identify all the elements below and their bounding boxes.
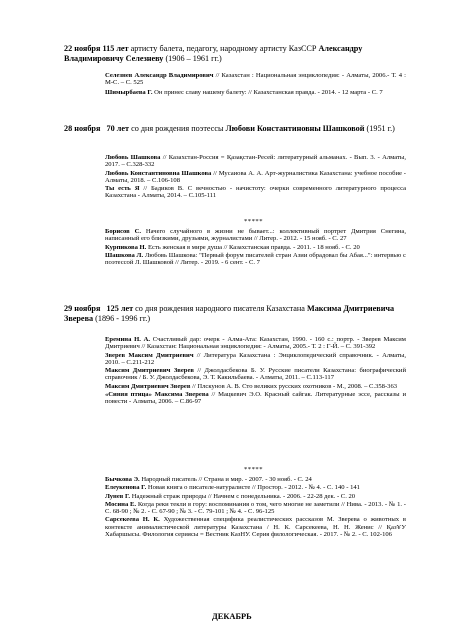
- description-1: артисту балета, педагогу, народному артисту КазССР: [128, 44, 319, 53]
- date-2: 28 ноября: [64, 124, 101, 133]
- bib-entry: Ты есть Я // Бадиков В. С вечностью - начистоту: очерки современного литературного процесса Казахстана - Алматы, 2014. – С.105-111: [105, 185, 407, 200]
- years-3: (1896 - 1996 гг.): [93, 313, 151, 323]
- bibliography-2: [105, 154, 406, 200]
- date-1: 22 ноября: [64, 44, 101, 53]
- bib-entry: Борисов С. Начего случайного в жизни не бывает...: коллективный портрет Дмитрия Снегина, написанный его близкими, друзьями, журналистами // Литер. - 2012. - 15 нояб. - С. 27: [105, 228, 406, 243]
- bib-entry: Шимырбаева Г. Он принес славу нашему балету: // Казахстанская правда. - 2014. - 12 марта - С. 7: [105, 88, 383, 96]
- bib-entry: Елеукенова Г. Новая книга о писателе-натуралисте // Простор. - 2012. - № 4. - С. 140 - 141: [105, 484, 360, 492]
- bib-entry: Бычкова Э. Народный писатель // Страна и мир. - 2007. - 30 нояб. - С. 24: [105, 476, 312, 483]
- anniversary-1: 115 лет: [102, 44, 129, 53]
- bib-entry: Любовь Шашкова // Казахстан-Россия = Қазақстан-Ресей: литературный альманах. - Вып. 3. - Алматы, 2017. – С.328-332: [105, 154, 406, 169]
- bibliography-2b: [105, 228, 406, 266]
- description-3: со дня рождения народного писателя Казахстана: [133, 304, 307, 313]
- date-heading-3: [64, 304, 406, 323]
- bibliography-3b: [105, 476, 406, 538]
- description-2: со дня рождения поэтессы: [129, 124, 226, 133]
- bib-entry: Максим Дмитриевич Зверев // Плскунов А. В. Сто великих русских охотников - М., 2008. – С.358-363: [105, 382, 398, 390]
- bib-entry: Селезнев Александр Владимирович // Казахстан : Национальная энциклопедия: - Алматы, 2006.- Т. 4 : М-С. – С. 525: [105, 72, 406, 87]
- bibliography-1: [105, 72, 406, 96]
- bib-entry: Сарсекеева Н. К. Художественная специфика реалистических рассказов М. Зверева о животных в контексте анималистической литературы Казахстана / Н. К. Сарсекеева, Н. Н. Женис // ҚазҰУ Хабаршысы. Филология сериясы = Вестник КазНУ. Серия филологическая. - 2017. - № 2. - С. 102-106: [105, 516, 406, 539]
- anniversary-2: 70 лет: [106, 124, 130, 133]
- bib-entry: Еремина Н. А. Счастливый дар: очерк - Алма-Ата: Казахстан, 1990. - 160 с.: портр. - Зверев Максим Дмитриевич // Казахстан: Национальная энциклопедия: - Алматы, 2005.- Т. 2 : Г-Й. – С. 391-392: [105, 336, 406, 351]
- date-3: 29 ноября: [64, 304, 101, 313]
- person-name-3: Максима Дмитриевича Зверева: [64, 304, 395, 323]
- separator-stars: *****: [244, 218, 263, 225]
- bib-entry: Лунев Г. Надежный страж природы // Начнем с понедельника. - 2006. - 22-28 дек. - С. 20: [105, 492, 356, 500]
- years-2: (1951 г.): [364, 124, 395, 133]
- bib-entry: Мосина Е. Когда реки текли в гору: воспоминания о том, чего многие не заметили // Нива. - 2013. - № 1. - С. 68-90 ; № 2. - С. 67-90 ; № 3. - С. 79-101 ; № 4. - С. 96-125: [105, 500, 406, 516]
- bib-entry: Курпикова Н. Есть женская в мире душа // Казахстанская правда. - 2011. - 18 нояб. - С. 20: [105, 243, 360, 251]
- anniversary-3: 125 лет: [106, 304, 134, 313]
- years-1: (1906 – 1961 гг.): [163, 53, 222, 63]
- bib-entry: «Синяя птица» Максима Зверева // Мацкевич Э.О. Красный сайгак. Литературные эссе, рассказы и повести - Алматы, 2006. – С.86-97: [105, 391, 406, 406]
- bib-entry: Зверев Максим Дмитриевич // Литература Казахстана : Энциклопедический справочник. - Алматы, 2010. – С.211-212: [105, 351, 406, 366]
- bibliography-3: [105, 336, 406, 406]
- bib-entry: Максим Дмитриевич Зверев // Джолдасбекова Б. У. Русские писатели Казахстана: биографический справочник / Б. У. Джолдасбекова, Э. Т. Какильбаева. - Алматы, 2011. – С.113-117: [105, 367, 406, 382]
- bib-entry: Шашкова Л. Любовь Шашкова: "Первый форум писателей стран Азии обрадовал бы Абая...": интервью с поэтессой Л. Шашковой // Литер. - 2019. - 6 сент. - С. 7: [105, 251, 406, 267]
- date-heading-1: [64, 44, 406, 63]
- bib-entry: Любовь Константиновна Шашкова // Мусаиова А. А. Арт-журналистика Казахстана: учебное пособие - Алматы, 2018. – С.106-108: [105, 169, 406, 184]
- person-name-2: Любови Константиновны Шашковой: [225, 124, 365, 133]
- separator-stars: *****: [244, 466, 263, 473]
- month-heading: ДЕКАБРЬ: [212, 612, 252, 621]
- date-heading-2: [64, 124, 406, 134]
- person-name-1: Александру Владимировичу Селезневу: [64, 44, 363, 63]
